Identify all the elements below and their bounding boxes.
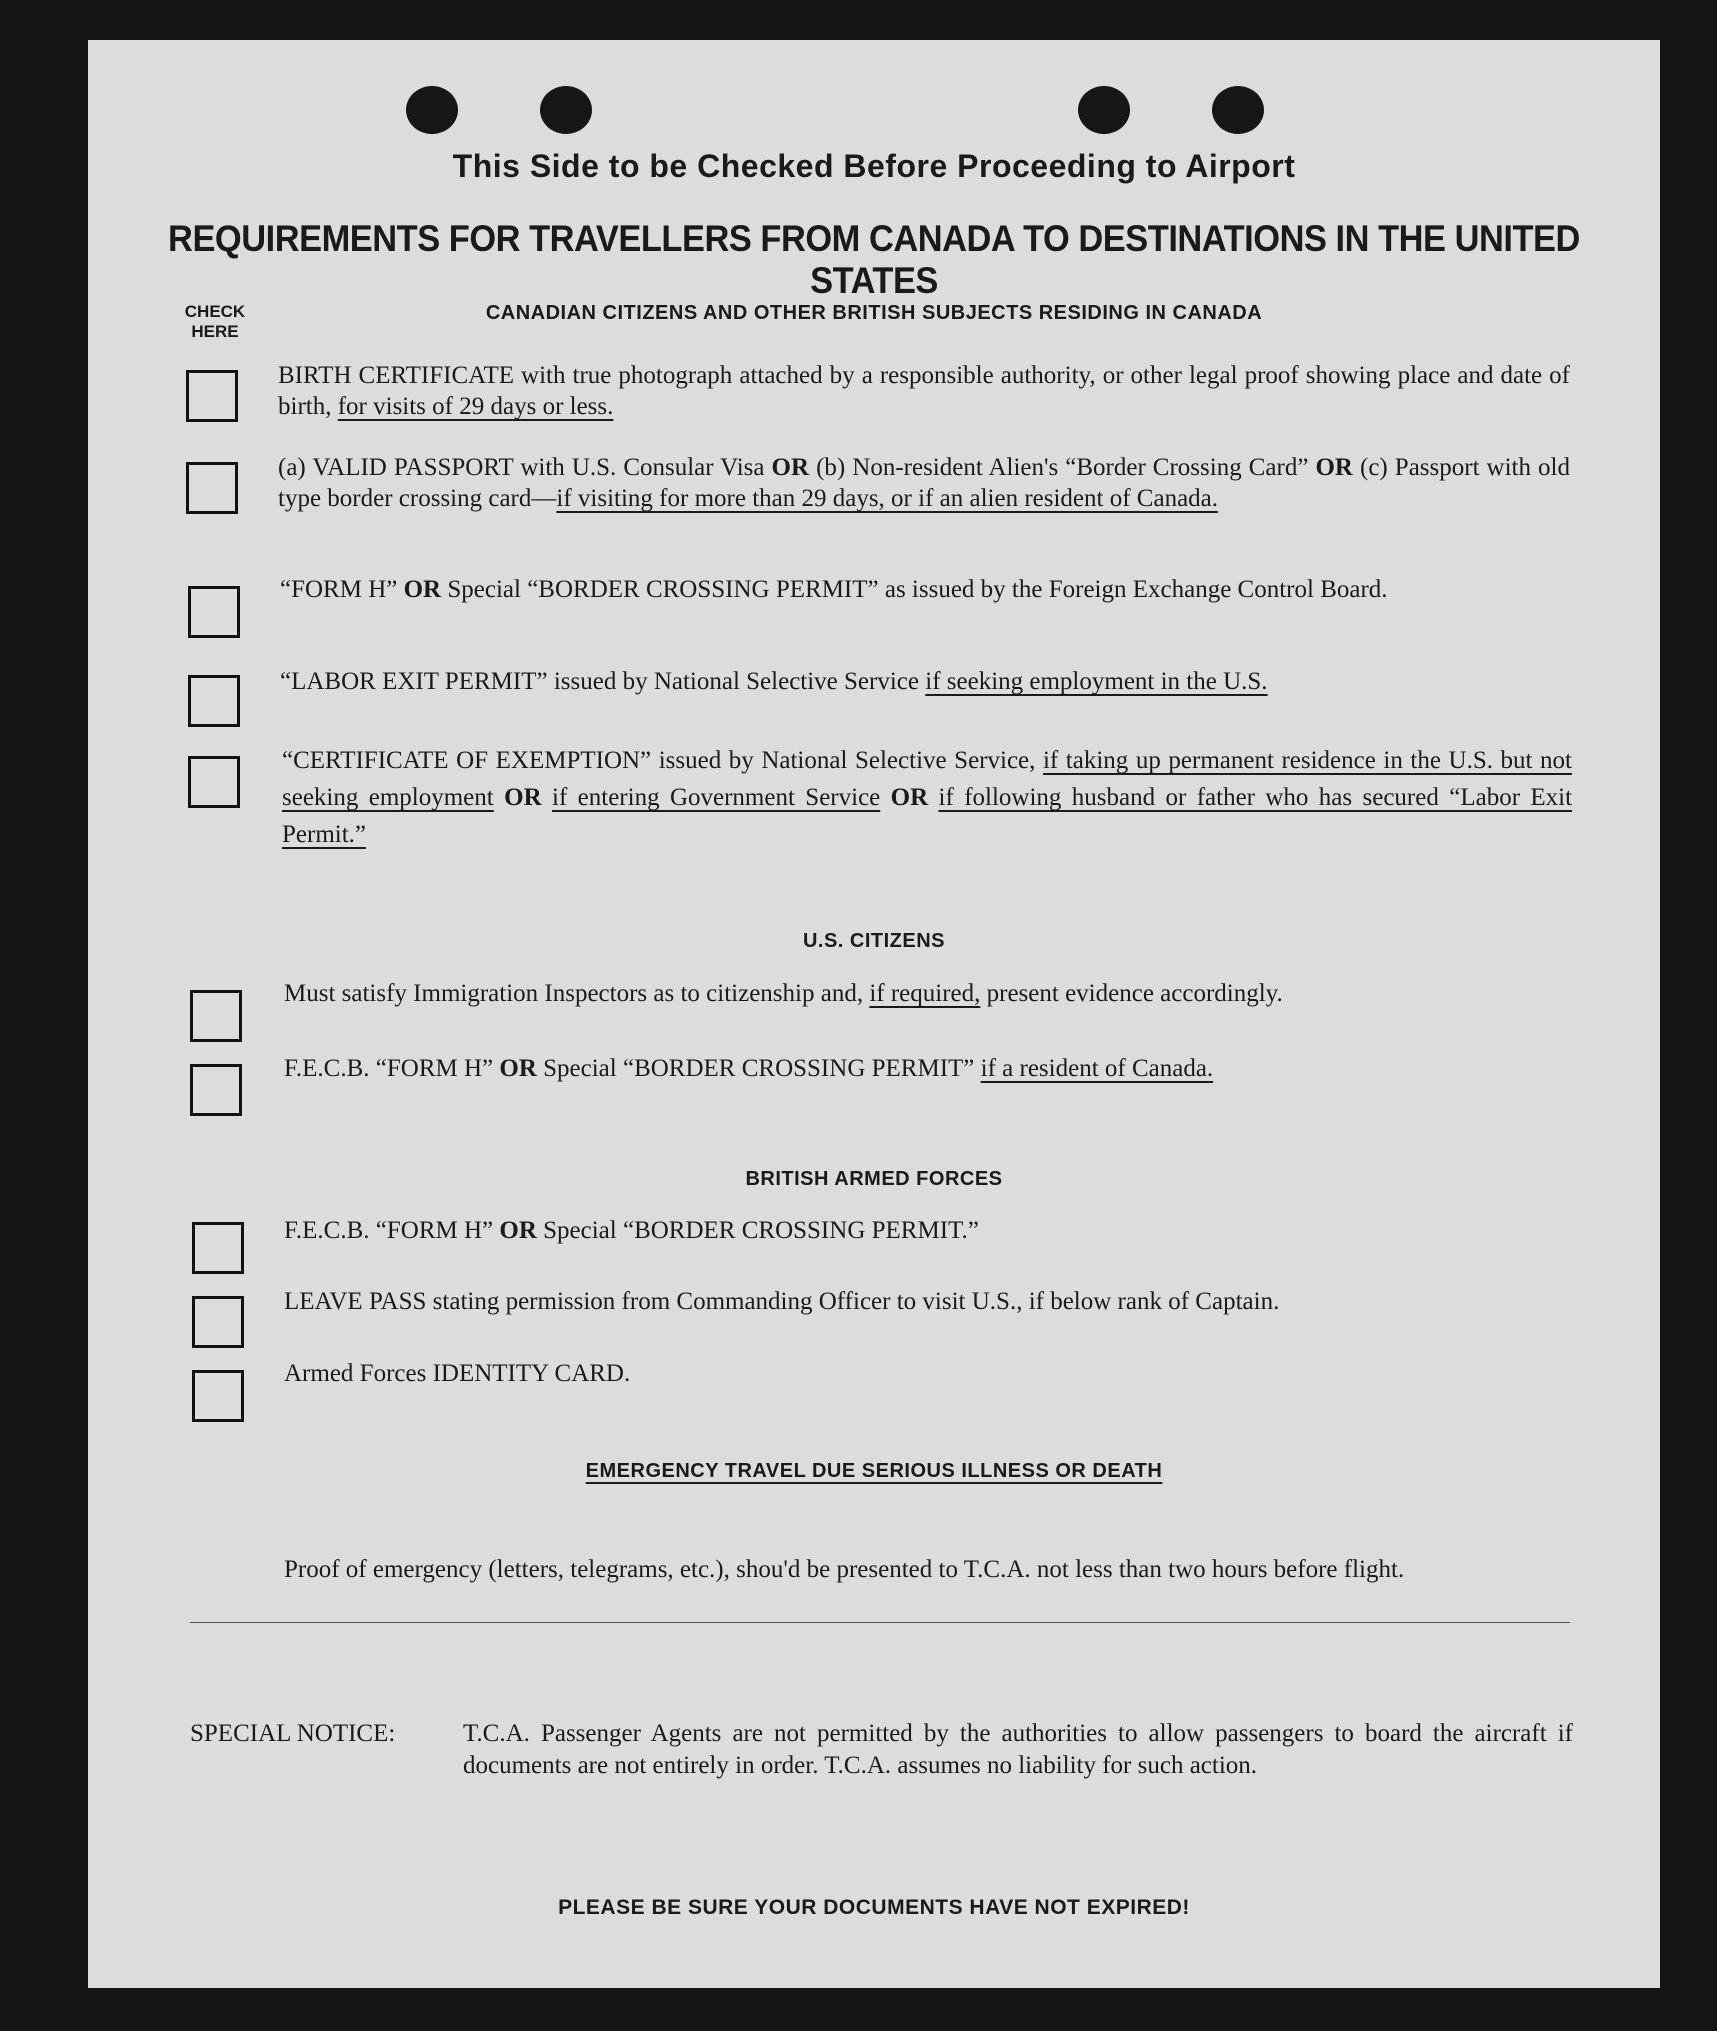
section-heading-emergency: EMERGENCY TRAVEL DUE SERIOUS ILLNESS OR DEATH: [585, 1460, 1163, 1482]
item-certificate-of-exemption: “CERTIFICATE OF EXEMPTION” issued by National Selective Service, if taking up permanent residence in the U.S. but not seeking employment OR if entering Government Service OR if following husband or father who has secured “Labor Exit Permit.”: [282, 747, 1573, 848]
item-form-h: “FORM H” OR Special “BORDER CROSSING PERMIT” as issued by the Foreign Exchange Control Board.: [280, 576, 1388, 603]
top-title: This Side to be Checked Before Proceeding to Airport: [452, 148, 1296, 184]
checkbox-identity-card[interactable]: [192, 1370, 244, 1422]
footer-warning: PLEASE BE SURE YOUR DOCUMENTS HAVE NOT EXPIRED!: [558, 1896, 1190, 1919]
punch-hole: [1212, 86, 1264, 134]
punch-hole: [1078, 86, 1130, 134]
item-us-satisfy-inspectors: Must satisfy Immigration Inspectors as to citizenship and, if required, present evidence accordingly.: [284, 980, 1283, 1007]
divider: [190, 1622, 1570, 1623]
checkbox-certificate-of-exemption[interactable]: [188, 756, 240, 808]
checkbox-labor-exit-permit[interactable]: [188, 675, 240, 727]
page-title: REQUIREMENTS FOR TRAVELLERS FROM CANADA TO DESTINATIONS IN THE UNITED STATES: [168, 218, 1580, 301]
item-leave-pass: LEAVE PASS stating permission from Commanding Officer to visit U.S., if below rank of Captain.: [284, 1288, 1280, 1315]
check-here-label: CHECK HERE: [184, 302, 246, 341]
emergency-text: Proof of emergency (letters, telegrams, etc.), shou'd be presented to T.C.A. not less than two hours before flight.: [284, 1556, 1405, 1583]
document-page: [88, 40, 1660, 1988]
punch-hole: [540, 86, 592, 134]
item-labor-exit-permit: “LABOR EXIT PERMIT” issued by National Selective Service if seeking employment in the U.S.: [280, 668, 1268, 695]
item-birth-certificate: BIRTH CERTIFICATE with true photograph attached by a responsible authority, or other legal proof showing place and date of birth, for visits of 29 days or less.: [278, 362, 1570, 420]
punch-hole: [406, 86, 458, 134]
section-heading-canadian: CANADIAN CITIZENS AND OTHER BRITISH SUBJECTS RESIDING IN CANADA: [485, 302, 1263, 324]
special-notice-label: SPECIAL NOTICE:: [190, 1720, 396, 1747]
special-notice-text: T.C.A. Passenger Agents are not permitted by the authorities to allow passengers to board the aircraft if documents are not entirely in order. T.C.A. assumes no liability for such action.: [463, 1720, 1573, 1779]
checkbox-leave-pass[interactable]: [192, 1296, 244, 1348]
section-heading-us-citizens: U.S. CITIZENS: [802, 930, 946, 952]
checkbox-birth-certificate[interactable]: [186, 370, 238, 422]
checkbox-form-h[interactable]: [188, 586, 240, 638]
item-us-form-h: F.E.C.B. “FORM H” OR Special “BORDER CROSSING PERMIT” if a resident of Canada.: [284, 1055, 1214, 1082]
item-valid-passport: (a) VALID PASSPORT with U.S. Consular Visa OR (b) Non-resident Alien's “Border Crossing Card” OR (c) Passport with old type border crossing card—if visiting for more than 29 days, or if an alien resident of Canada.: [278, 454, 1570, 512]
checkbox-us-satisfy-inspectors[interactable]: [190, 990, 242, 1042]
section-heading-british-armed-forces: BRITISH ARMED FORCES: [745, 1168, 1003, 1190]
item-identity-card: Armed Forces IDENTITY CARD.: [284, 1360, 631, 1387]
checkbox-us-form-h[interactable]: [190, 1064, 242, 1116]
item-armed-form-h: F.E.C.B. “FORM H” OR Special “BORDER CROSSING PERMIT.”: [284, 1217, 979, 1244]
checkbox-armed-form-h[interactable]: [192, 1222, 244, 1274]
checkbox-valid-passport[interactable]: [186, 462, 238, 514]
